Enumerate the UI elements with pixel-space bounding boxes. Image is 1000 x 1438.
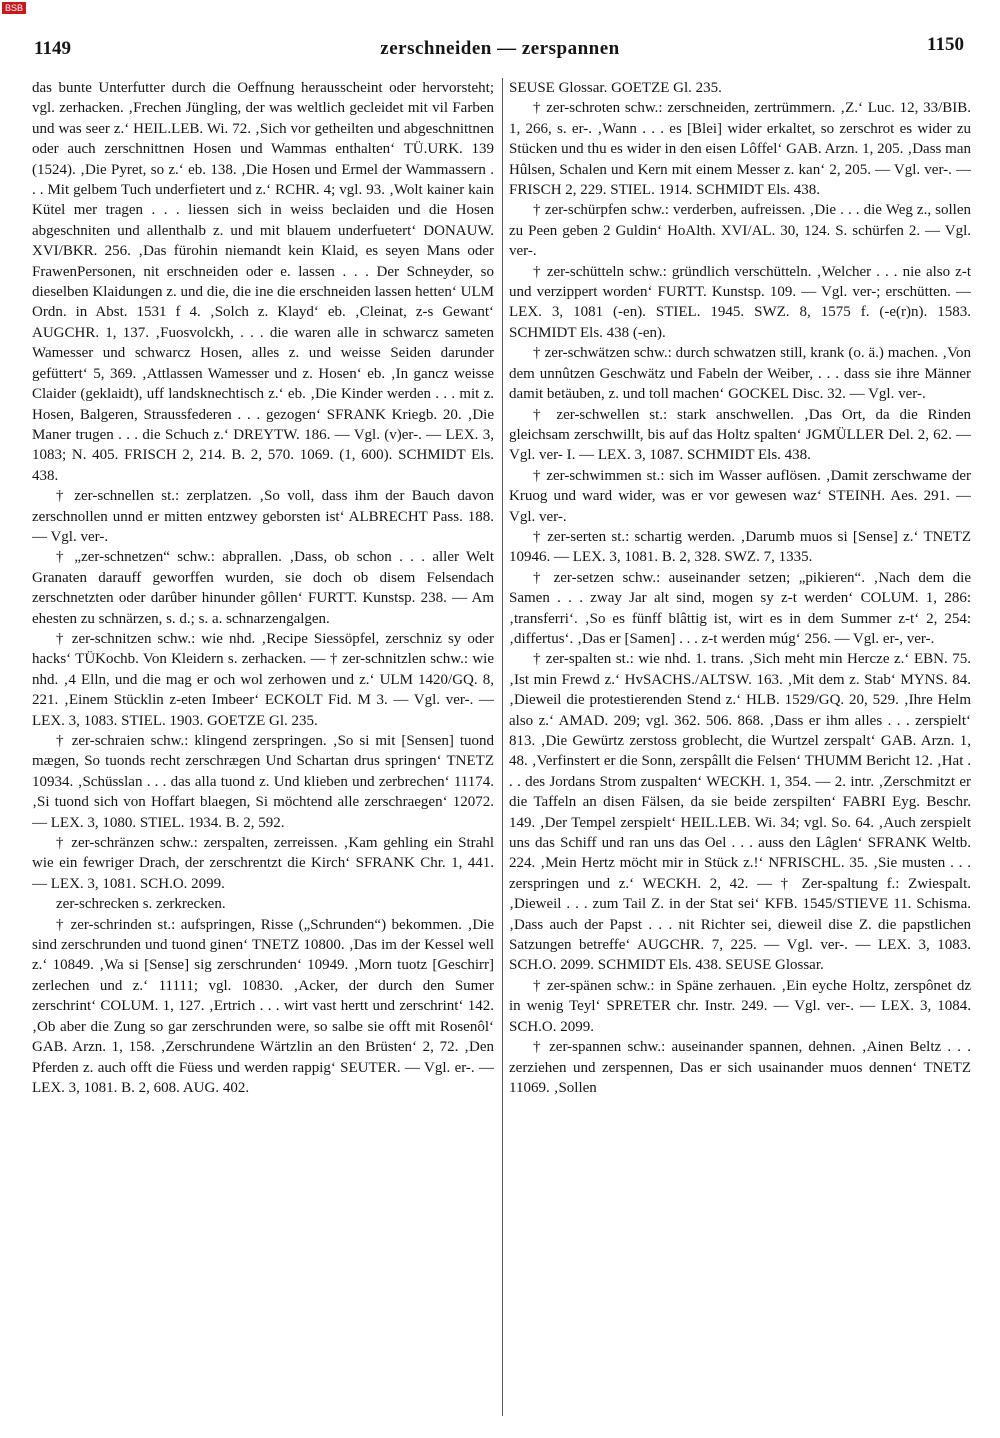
- right-column: [509, 78, 971, 1418]
- dictionary-entry: † zer-schütteln schw.: gründlich verschütteln. ‚Welcher . . . nie also z-t und verzippert worden‘ FURTT. Kunstsp. 109. — Vgl. ver-; erschütten. — LEX. 3, 1081 (-en). STIEL. 1945. SWZ. 8, 1575 f. (-e(r)n). 1583. SCHMIDT Els. 438 (-en).: [509, 263, 971, 341]
- dictionary-entry: † zer-schnitzen schw.: wie nhd. ‚Recipe Siessöpfel, zerschniz sy oder hacks‘ TÜKochb. Von Kleidern s. zerhacken. — † zer-schnitzlen schw.: wie nhd. ‚4 Elln, und die mag er och wol zerhowen und z.‘ ULM 1420/GQ. 8, 221. ‚Einem Stücklin z-eten Imbeer‘ ECKOLT Fid. M 3. — Vgl. ver-. — LEX. 3, 1083. STIEL. 1903. GOETZE Gl. 235.: [32, 630, 494, 729]
- dictionary-entry: † zer-spalten st.: wie nhd. 1. trans. ‚Sich meht min Hercze z.‘ EBN. 75. ‚Ist min Frewd z.‘ HvSACHS./ALTSW. 163. ‚Mit dem z. Stab‘ MYNS. 84. ‚Dieweil die protestierenden Stend z.‘ HLB. 1529/GQ. 20, 529. ‚Ihre Helm also z.‘ AMAD. 209; vgl. 362. 506. 868. ‚Dass er ihm alles . . . zerspielt‘ 813. ‚Die Gewürtz zerstoss groblecht, die Wurtzel zerspalt‘ GAB. Arzn. 1, 48. ‚Verfinstert er die Sonn, zerspâllt die Felsen‘ THUMM Bericht 12. ‚Hat . . . des Jordans Strom zuspalten‘ WECKH. 1, 354. — 2. intr. ‚Zerschmitzt er die Taffeln an disen Fälsen, da sie beide zerspilten‘ FABRI Eyg. Beschr. 149. ‚Der Tempel zerspielt‘ HEIL.LEB. Wi. 34; vgl. So. 64. ‚Auch zerspielt uns das Schiff und ran uns das Oel . . . auss den Lâglen‘ SFRANK Weltb. 224. ‚Mein Hertz möcht mir in Stück z.!‘ NFRISCHL. 35. ‚Sie musten . . . zerspringen und z.‘ WECKH. 2, 42. — † Zer-spaltung f.: Zwiespalt. ‚Dieweil . . . zum Tail Z. in der Stat sei‘ KFB. 1545/STIEVE 11. Schisma. ‚Dass auch der Papst . . . nit Richter sei, dieweil dise Z. die papstlichen Satzungen betreffe‘ AUGCHR. 7, 225. — Vgl. ver-. — LEX. 3, 1083. SCH.O. 2099. SCHMIDT Els. 438. SEUSE Glossar.: [509, 651, 971, 974]
- page-number-left: 1149: [34, 38, 71, 59]
- running-title: zerschneiden — zerspannen: [380, 38, 620, 59]
- dictionary-entry: † zer-schraien schw.: klingend zerspringen. ‚So si mit [Sensen] tuond mægen, So tuonds recht zerschrægen Und Schartan drus springen‘ TNETZ 10934. ‚Schüsslan . . . das alla tuond z. Und klieben und zerbrechen‘ 11174. ‚Si tuond sich von Hoffart blaegen, Si möchtend alle zerschraegen‘ 12072. — LEX. 3, 1080. STIEL. 1934. B. 2, 592.: [32, 733, 494, 831]
- dictionary-entry: † zer-setzen schw.: auseinander setzen; „pikieren“. ‚Nach dem die Samen . . . zway Jar alt sind, mogen sy z-t werden‘ COLUM. 1, 286: ‚transferri‘. ‚So es fünff blâttig ist, wirt es in dem Summer z-t‘ 2, 254: ‚differtus‘. ‚Das er [Samen] . . . z-t werden múg‘ 256. — Vgl. er-, ver-.: [509, 569, 971, 647]
- page-header: [0, 34, 1000, 68]
- dictionary-entry: † zer-schwellen st.: stark anschwellen. ‚Das Ort, da die Rinden gleichsam zerschwillt, bis auf das Holtz spalten‘ JGMÜLLER Del. 2, 62. — Vgl. ver- I. — LEX. 3, 1087. SCHMIDT Els. 438.: [509, 406, 971, 464]
- dictionary-entry: † zer-schrinden st.: aufspringen, Risse („Schrunden“) bekommen. ‚Die sind zerschrunden und tuond ginen‘ TNETZ 10800. ‚Das im der Kessel well z.‘ 10849. ‚Wa si [Sense] sig zerschrunden‘ 10949. ‚Morn tuotz [Geschirr] zerlechen und z.‘ 11111; vgl. 10830. ‚Acker, der durch den Sumer zerschrint‘ COLUM. 1, 127. ‚Ertrich . . . wirt vast hertt und zerschrint‘ 142. ‚Ob aber die Zung so gar zerschrunden were, so salbe sie offt mit Rosenôl‘ GAB. Arzn. 1, 158. ‚Zerschrundene Wärtzlin an den Brüsten‘ 2, 72. ‚Den Pferden z. auch offt die Füess und werden rappig‘ SEUTER. — Vgl. er-. — LEX. 3, 1081. B. 2, 608. AUG. 402.: [32, 916, 494, 1096]
- entry-continuation: SEUSE Glossar. GOETZE Gl. 235.: [509, 80, 722, 96]
- dictionary-entry: zer-schrecken s. zerkrecken.: [56, 896, 226, 913]
- dictionary-entry: † zer-schwimmen st.: sich im Wasser auflösen. ‚Damit zerschwame der Kruog und ward wider, was er vor gewesen waz‘ STEINH. Aes. 291. — Vgl. ver-.: [509, 467, 971, 525]
- column-divider: [502, 78, 503, 1416]
- dictionary-entry: † zer-schnellen st.: zerplatzen. ‚So voll, dass ihm der Bauch davon zerschnollen unnd er mitten entzwey geborsten ist‘ ALBRECHT Pass. 188. — Vgl. ver-.: [32, 488, 494, 545]
- dictionary-entry: † „zer-schnetzen“ schw.: abprallen. ‚Dass, ob schon . . . aller Welt Granaten darauff geworffen wurden, sie doch ob disem Felsendach zerschnetzten oder darûber hinunder gôllen‘ FURTT. Kunstsp. 238. — Am ehesten zu schnärzen, s. d.; s. a. schnarzengalgen.: [32, 549, 494, 627]
- dictionary-entry: † zer-serten st.: schartig werden. ‚Darumb muos si [Sense] z.‘ TNETZ 10946. — LEX. 3, 1081. B. 2, 328. SWZ. 7, 1335.: [509, 528, 971, 566]
- dictionary-entry: † zer-schroten schw.: zerschneiden, zertrümmern. ‚Z.‘ Luc. 12, 33/BIB. 1, 266, s. er-. ‚Wann . . . es [Blei] wider erkaltet, so zerschrot es wider zu Stücken und thu es wider in den eisen Lôffel‘ GAB. Arzn. 1, 205. ‚Dass man Hûlsen, Schalen und Kern mit einem Messer z. kan‘ 2, 205. — Vgl. ver-. — FRISCH 2, 229. STIEL. 1914. SCHMIDT Els. 438.: [509, 100, 971, 199]
- dictionary-entry: † zer-spannen schw.: auseinander spannen, dehnen. ‚Ainen Beltz . . . zerziehen und zerspennen, Das er sich usainander muos dennen‘ TNETZ 11069. ‚Sollen: [509, 1039, 971, 1096]
- dictionary-entry: † zer-schürpfen schw.: verderben, aufreissen. ‚Die . . . die Weg z., sollen zu Peen geben 2 Guldin‘ HoAlth. XVI/AL. 30, 124. S. schürfen 2. — Vgl. ver-.: [509, 202, 971, 260]
- dictionary-entry: † zer-schränzen schw.: zerspalten, zerreissen. ‚Kam gehling ein Strahl wie ein fewriger Drach, der zerschrentzt die Kirch‘ SFRANK Chr. 1, 441. — LEX. 3, 1081. SCH.O. 2099.: [32, 835, 494, 892]
- left-column: [32, 78, 494, 1418]
- dictionary-entry: † zer-schwätzen schw.: durch schwatzen still, krank (o. ä.) machen. ‚Von dem unnûtzen Geschwätz und Fabeln der Weiber, . . . dass sie ihre Männer damit betäuben, z. und toll machen‘ GOCKEL Disc. 32. — Vgl. ver-.: [509, 345, 971, 403]
- library-stamp: BSB: [2, 2, 26, 14]
- dictionary-entry: † zer-spänen schw.: in Späne zerhauen. ‚Ein eyche Holtz, zerspônet dz in wenig Teyl‘ SPRETER chr. Instr. 249. — Vgl. ver-. — LEX. 3, 1084. SCH.O. 2099.: [509, 977, 971, 1035]
- page-number-right: 1150: [927, 34, 964, 55]
- entry-continuation: das bunte Unterfutter durch die Oeffnung herausscheint oder hervorsteht; vgl. zerhacken. ‚Frechen Jüngling, der was weltlich gecleidet mit vil Farben und was seer z.‘ HEIL.LEB. Wi. 72. ‚Sich vor getheilten und abgeschnittnen oder auch zerschnittnen Hosen und Wammas enthalten‘ TÜ.URK. 139 (1524). ‚Die Pyret, so z.‘ eb. 138. ‚Die Hosen und Ermel der Wammassern . . . Mit gelbem Tuch underfietert und z.‘ RCHR. 4; vgl. 93. ‚Wolt kainer kain Kütel mer tragen . . . liessen sich in weiss beclaiden und die Hosen abgeschniten und allenthalb z. und mit blauem underfuetert‘ DONAUW. XVI/BKR. 256. ‚Das fürohin niemandt kein Klaid, es seyen Mans oder FrawenPersonen, nit erschneiden oder e. lassen . . . Der Schneyder, so dieselben Klaidungen z. und die, die ine die erschneiden lassen hetten‘ ULM Ordn. in Abst. 1531 f 4. ‚Solch z. Klayd‘ eb. ‚Cleinat, z-s Gewant‘ AUGCHR. 1, 137. ‚Fuosvolckh, . . . die waren alle in schwarcz sameten Wamesser und schwarcz Hosen, alles z. und weisse Seiden darunder gefüttert‘ 5, 369. ‚Attlassen Wamesser und z. Hosen‘ eb. ‚In gancz weisse Claider (geklaidt), uff landsknechtisch z.‘ eb. ‚Die Kinder werden . . . mit z. Hosen, Balgeren, Straussfederen . . . gezogen‘ SFRANK Kriegb. 20. ‚Die Maner trugen . . . die Schuch z.‘ DREYTW. 186. — Vgl. (v)er-. — LEX. 3, 1083; N. 405. FRISCH 2, 214. B. 2, 570. 1069. (1, 600). SCHMIDT Els. 438.: [32, 80, 494, 484]
